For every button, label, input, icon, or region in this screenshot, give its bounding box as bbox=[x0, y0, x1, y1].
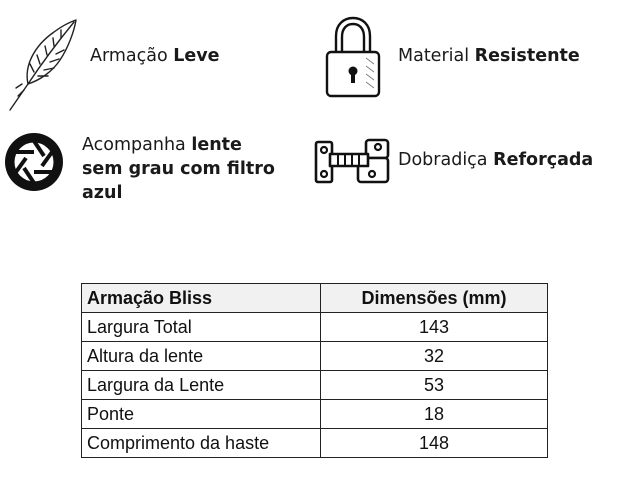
column-header-frame: Armação Bliss bbox=[82, 284, 321, 313]
row-label: Comprimento da haste bbox=[82, 429, 321, 458]
feather-icon bbox=[4, 14, 84, 118]
feature-label: Dobradiça Reforçada bbox=[398, 150, 594, 170]
row-label: Altura da lente bbox=[82, 342, 321, 371]
table-header-row bbox=[82, 284, 548, 313]
table-row bbox=[82, 429, 548, 458]
lens-icon bbox=[2, 130, 66, 198]
feature-label: Material Resistente bbox=[398, 46, 580, 66]
table-row bbox=[82, 400, 548, 429]
row-label: Ponte bbox=[82, 400, 321, 429]
feature-label: Armação Leve bbox=[90, 46, 220, 66]
row-value: 53 bbox=[321, 371, 548, 400]
feature-light-frame bbox=[4, 14, 220, 118]
feature-lens-included bbox=[2, 130, 275, 203]
feature-label: Acompanha lente sem grau com filtro azul bbox=[82, 135, 275, 203]
row-value: 18 bbox=[321, 400, 548, 429]
table-row bbox=[82, 371, 548, 400]
feature-resistant-material bbox=[322, 14, 580, 106]
feature-reinforced-hinge bbox=[312, 136, 594, 192]
table-row bbox=[82, 313, 548, 342]
hinge-icon bbox=[312, 136, 394, 192]
row-label: Largura da Lente bbox=[82, 371, 321, 400]
row-value: 32 bbox=[321, 342, 548, 371]
row-value: 148 bbox=[321, 429, 548, 458]
table-row bbox=[82, 342, 548, 371]
dimensions-table bbox=[81, 283, 548, 458]
padlock-icon bbox=[322, 14, 384, 106]
column-header-dimensions: Dimensões (mm) bbox=[321, 284, 548, 313]
row-value: 143 bbox=[321, 313, 548, 342]
row-label: Largura Total bbox=[82, 313, 321, 342]
